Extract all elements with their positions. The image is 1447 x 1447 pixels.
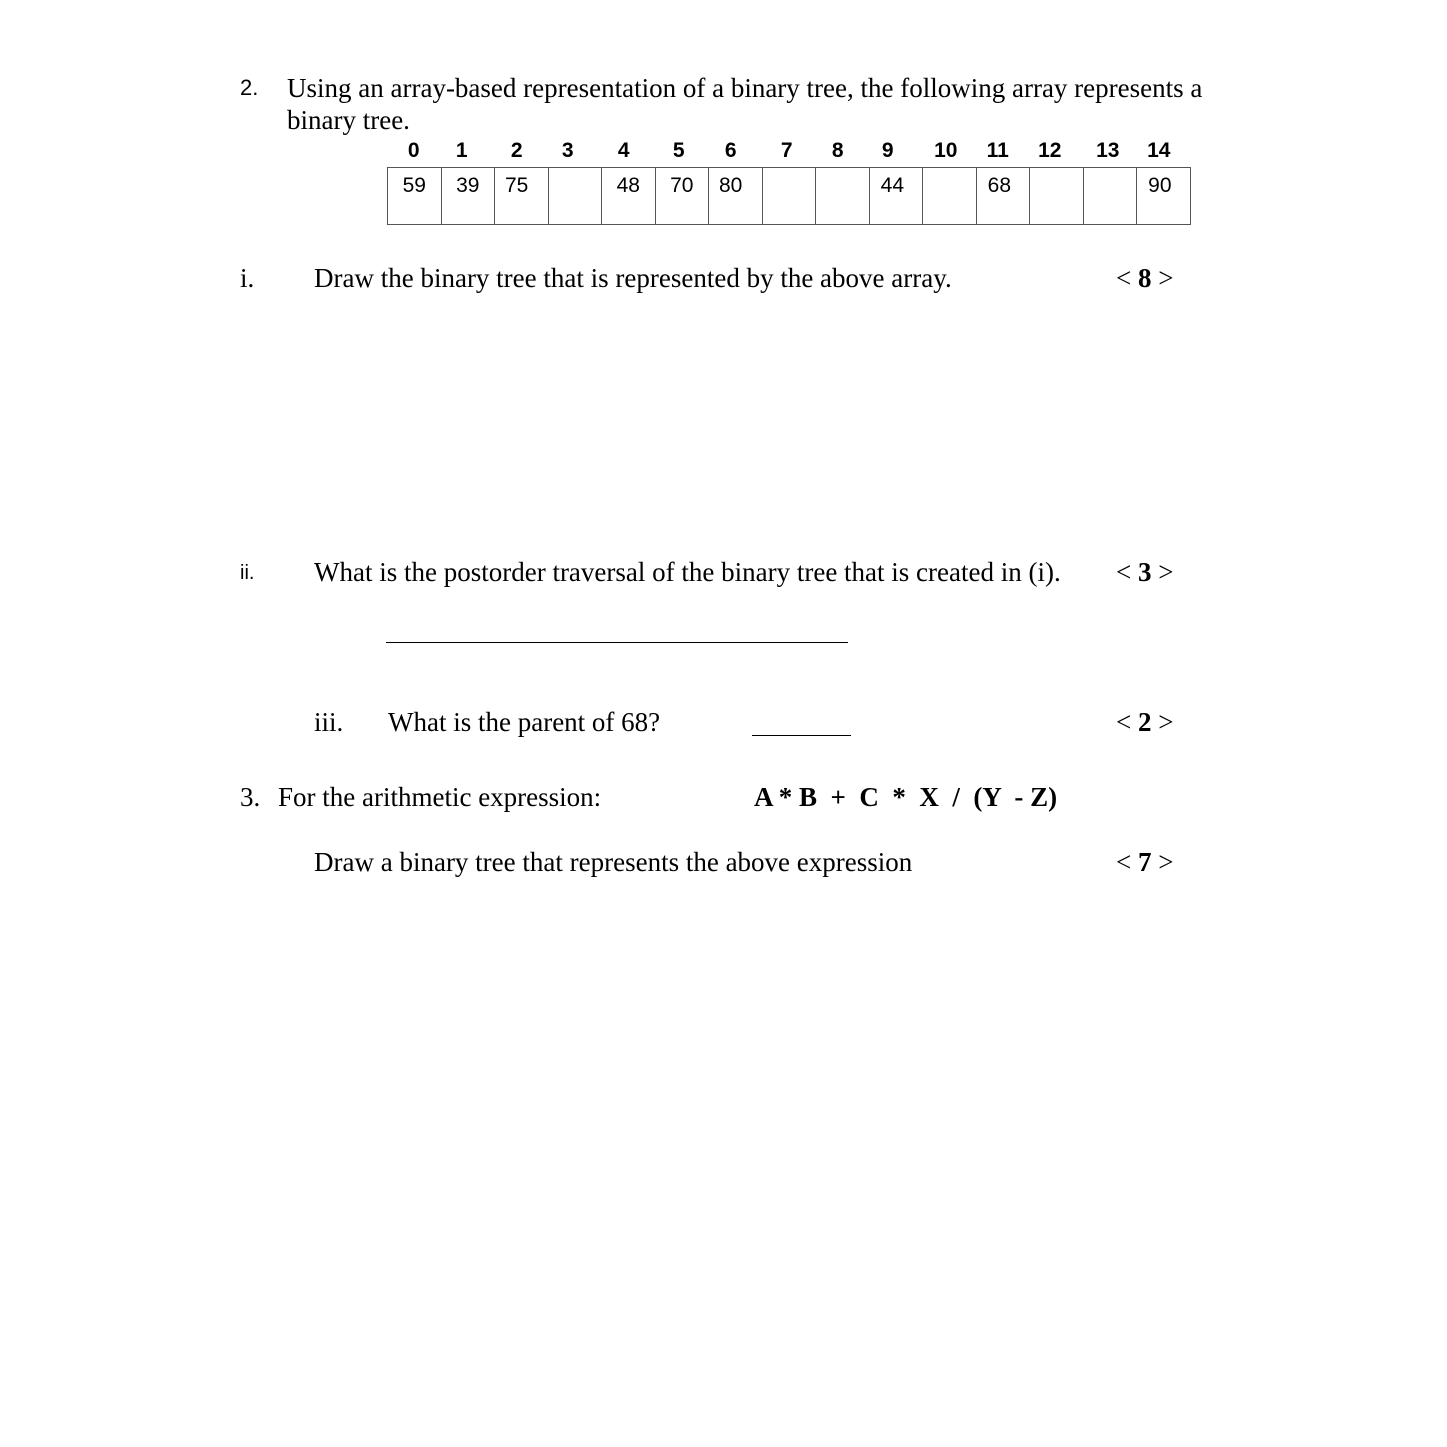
array-cell <box>548 168 602 225</box>
array-value-row <box>388 168 1191 225</box>
array-index: 7 <box>780 139 793 162</box>
part-iii-label: iii. <box>314 707 344 737</box>
question-2-text-line-1: Using an array-based representation of a binary tree, the following array represents a <box>287 73 1203 103</box>
array-index: 2 <box>510 139 523 162</box>
part-i-label: i. <box>240 263 255 293</box>
part-i-marks: < 8 > <box>1116 263 1174 293</box>
part-i-text: Draw the binary tree that is represented by the above array. <box>314 263 952 293</box>
array-cell: 80 <box>709 168 763 225</box>
array-cell <box>1030 168 1084 225</box>
array-index: 1 <box>455 139 468 162</box>
question-2-text-line-2: binary tree. <box>287 105 410 135</box>
part-ii-label: ii. <box>240 562 255 584</box>
question-3-instruction: Draw a binary tree that represents the above expression <box>314 847 913 877</box>
part-ii-text: What is the postorder traversal of the binary tree that is created in (i). <box>314 557 1061 587</box>
array-cell: 48 <box>602 168 656 225</box>
parent-answer-line[interactable] <box>752 735 851 736</box>
array-index: 11 <box>986 139 1009 162</box>
array-index: 5 <box>672 139 685 162</box>
postorder-answer-line[interactable] <box>386 642 848 643</box>
question-3-marks: < 7 > <box>1116 847 1174 877</box>
array-index: 10 <box>934 139 958 162</box>
array-cell: 44 <box>869 168 923 225</box>
array-cell: 39 <box>441 168 495 225</box>
array-cell: 75 <box>495 168 549 225</box>
marks-value: 3 <box>1137 557 1152 587</box>
array-cell <box>923 168 977 225</box>
array-index: 8 <box>831 139 844 162</box>
marks-value: 2 <box>1137 707 1152 737</box>
array-index: 14 <box>1147 139 1171 162</box>
array-index: 6 <box>724 139 737 162</box>
part-ii-marks: < 3 > <box>1116 557 1174 587</box>
array-index: 3 <box>561 139 574 162</box>
marks-value: 8 <box>1137 263 1152 293</box>
array-cell: 70 <box>655 168 709 225</box>
array-cell <box>762 168 816 225</box>
array-index: 4 <box>617 139 630 162</box>
part-iii-text: What is the parent of 68? <box>388 707 661 737</box>
marks-value: 7 <box>1137 847 1152 877</box>
array-index: 12 <box>1038 139 1062 162</box>
question-2-number: 2. <box>240 75 259 100</box>
part-iii-marks: < 2 > <box>1116 707 1174 737</box>
array-cell: 68 <box>976 168 1030 225</box>
question-3-lead: For the arithmetic expression: <box>278 782 602 812</box>
array-index: 9 <box>881 139 894 162</box>
array-index: 13 <box>1096 139 1120 162</box>
array-cell <box>1083 168 1137 225</box>
arithmetic-expression: A * B + C * X / (Y - Z) <box>754 782 1058 812</box>
array-cell: 90 <box>1137 168 1191 225</box>
array-cell: 59 <box>388 168 442 225</box>
array-index: 0 <box>407 139 420 162</box>
array-cell <box>816 168 870 225</box>
question-3-number: 3. <box>240 782 261 812</box>
binary-tree-array <box>387 167 1191 225</box>
